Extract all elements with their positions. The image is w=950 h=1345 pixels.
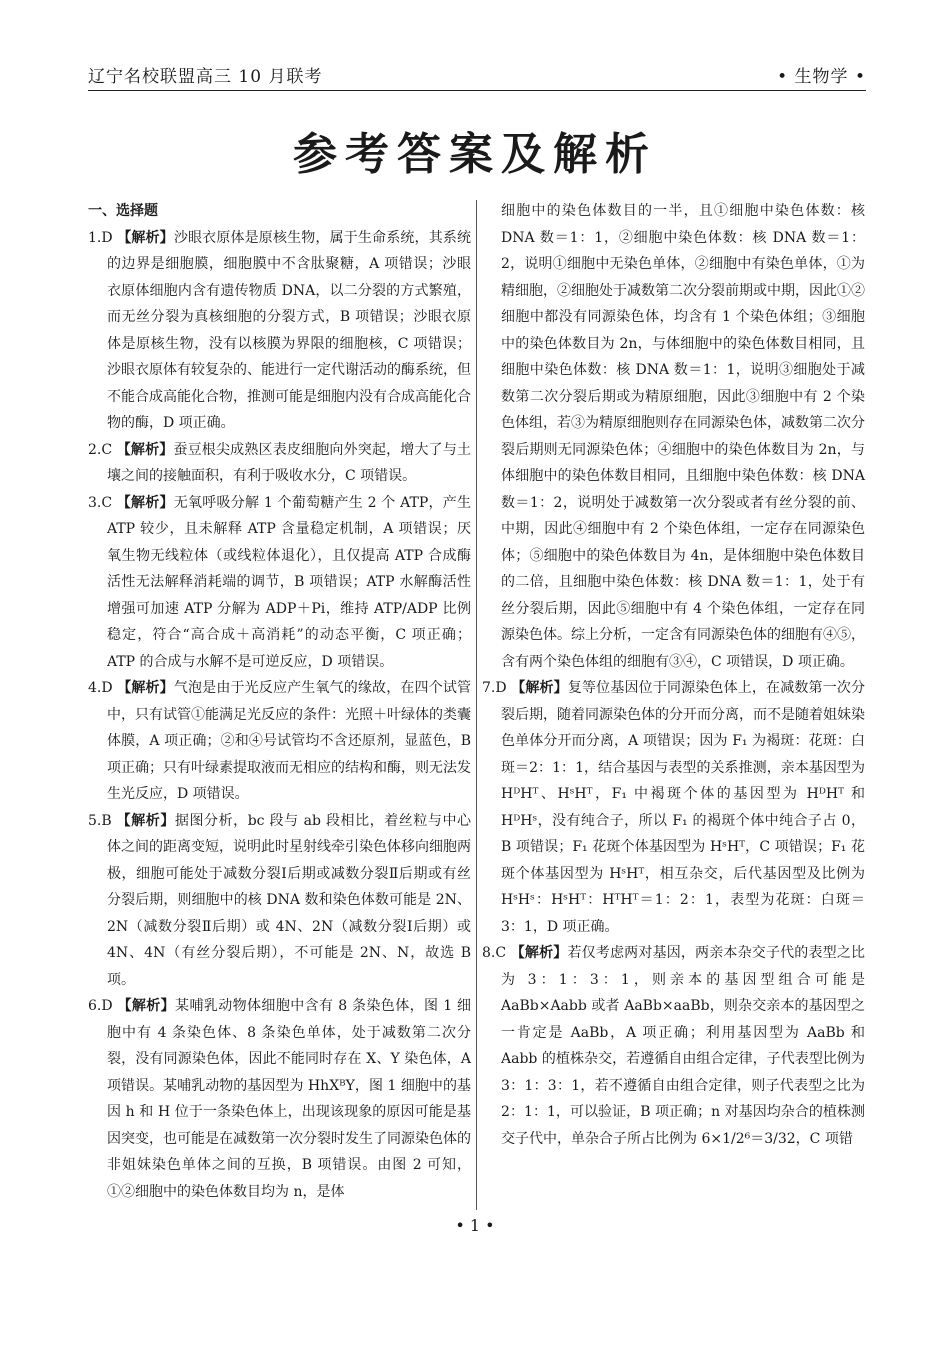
question-text: 气泡是由于光反应产生氧气的缘故，在四个试管中，只有试管①能满足光反应的条件：光照＋叶绿体的类囊体膜，A 项正确；②和④号试管均不含还原剂，显蓝色，B 项正确；只有叶绿素提取液而无相应的结构和酶，则无法发生光反应，D 项错误。 <box>107 680 472 802</box>
question-1 <box>88 225 471 437</box>
analysis-tag: 【解析】 <box>117 998 176 1014</box>
question-number: 2.C <box>88 441 113 458</box>
question-text: 沙眼衣原体是原核生物，属于生命系统，其系统的边界是细胞膜，细胞膜中不含肽聚糖，A 项错误；沙眼衣原体细胞内含有遗传物质 DNA，以二分裂的方式繁殖，而无丝分裂为真核细胞的分裂方式，B 项错误；沙眼衣原体是原核生物，没有以核膜为界限的细胞核，C 项错误；沙眼衣原体有较复杂的、能进行一定代谢活动的酶系统，但不能合成高能化合物，推测可能是细胞内没有合成高能化合物的酶，D 项正确。 <box>107 229 472 431</box>
exam-title: 辽宁名校联盟高三 10 月联考 <box>88 67 323 87</box>
question-text: 某哺乳动物体细胞中含有 8 条染色体，图 1 细胞中有 4 条染色体、8 条染色单体，处于减数第二次分裂，没有同源染色体，因此不能同时存在 X、Y 染色体，A 项错误。某哺乳动物的基因型为 HhXᴮY，图 1 细胞中的基因 h 和 H 位于一条染色体上，出现该现象的原因可能是基因突变，也可能是在减数第一次分裂时发生了同源染色体的非姐妹染色单体之间的互换，B 项错误。由图 2 可知，①②细胞中的染色体数目均为 n，是体 <box>107 998 472 1200</box>
question-number: 5.B <box>88 812 112 829</box>
question-number: 1.D <box>88 229 113 246</box>
analysis-tag: 【解析】 <box>511 680 568 696</box>
question-4 <box>88 675 471 808</box>
question-2 <box>88 437 471 490</box>
subject-label: • 生物学 • <box>777 67 866 87</box>
analysis-tag: 【解析】 <box>117 680 174 696</box>
question-5 <box>88 808 471 994</box>
column-divider <box>476 200 477 1210</box>
question-number: 6.D <box>88 998 113 1014</box>
left-column <box>88 198 471 1205</box>
question-number: 7.D <box>482 680 507 696</box>
page-number: • 1 • <box>455 1216 495 1235</box>
question-number: 4.D <box>88 680 113 696</box>
question-text: 复等位基因位于同源染色体上，在减数第一次分裂后期，随着同源染色体的分开而分离，而不是随着姐妹染色单体分开而分离，A 项错误；因为 F₁ 为褐斑：花斑：白斑＝2：1：1，结合基因与表型的关系推测，亲本基因型为 HᴰHᵀ、HˢHᵀ，F₁ 中褐斑个体的基因型为 HᴰHᵀ 和 HᴰHˢ，没有纯合子，所以 F₁ 的褐斑个体中纯合子占 0，B 项错误；F₁ 花斑个体基因型为 HˢHᵀ，C 项错误；F₁ 花斑个体基因型为 HˢHᵀ，相互杂交，后代基因型及比例为 HˢHˢ：HˢHᵀ：HᵀHᵀ＝1：2：1，表型为花斑：白斑＝3：1，D 项正确。 <box>501 680 866 935</box>
question-text: 无氧呼吸分解 1 个葡萄糖产生 2 个 ATP，产生 ATP 较少，且未解释 ATP 含量稳定机制，A 项错误；厌氧生物无线粒体（或线粒体退化），且仅提高 ATP 合成酶活性无法解释消耗端的调节，B 项错误；ATP 水解酶活性增强可加速 ATP 分解为 ADP＋Pi，维持 ATP/ADP 比例稳定，符合“高合成＋高消耗”的动态平衡，C 项正确；ATP 的合成与水解不是可逆反应，D 项错误。 <box>107 494 472 670</box>
question-number: 8.C <box>482 945 507 961</box>
question-text: 据图分析，bc 段与 ab 段相比，着丝粒与中心体之间的距离变短，说明此时星射线牵引染色体移向细胞两极，细胞可能处于减数分裂Ⅰ后期或减数分裂Ⅱ后期或有丝分裂后期，则细胞中的核 DNA 数和染色体数可能是 2N、2N（减数分裂Ⅱ后期）或 4N、2N（减数分裂Ⅰ后期）或 4N、4N（有丝分裂后期），不可能是 2N、N，故选 B 项。 <box>107 812 472 988</box>
question-8 <box>482 940 865 1152</box>
question-text: 若仅考虑两对基因，两亲本杂交子代的表型之比为 3：1：3：1，则亲本的基因型组合可能是 AaBb×Aabb 或者 AaBb×aaBb，则杂交亲本的基因型之一肯定是 AaBb，A 项正确；利用基因型为 AaBb 和 Aabb 的植株杂交，若遵循自由组合定律，子代表型比例为 3：1：3：1，若不遵循自由组合定律，则子代表型之比为 2：1：1，可以验证，B 项正确；n 对基因均杂合的植株测交子代中，单杂合子所占比例为 6×1/2⁶＝3/32，C 项错 <box>501 945 866 1147</box>
analysis-tag: 【解析】 <box>117 229 174 246</box>
right-column <box>482 198 865 1152</box>
analysis-tag: 【解析】 <box>510 945 568 961</box>
analysis-tag: 【解析】 <box>116 494 174 511</box>
question-text: 细胞中的染色体数目的一半，且①细胞中染色体数：核 DNA 数＝1：1，②细胞中染色体数：核 DNA 数＝1：2，说明①细胞中无染色单体，②细胞中有染色单体，①为精细胞，②细胞处于减数第二次分裂前期或中期，因此①②细胞中都没有同源染色体，均含有 1 个染色体组；③细胞中的染色体数目为 2n，与体细胞中的染色体数目相同，且细胞中染色体数：核 DNA 数＝1：1，说明③细胞处于减数第二次分裂后期或为精原细胞，因此③细胞中有 2 个染色体组，若③为精原细胞则存在同源染色体，减数第二次分裂后期则无同源染色体；④细胞中的染色体数目为 2n，与体细胞中的染色体数目相同，且细胞中染色体数：核 DNA 数＝1：2，说明处于减数第一次分裂或者有丝分裂的前、中期，因此④细胞中有 2 个染色体组，一定存在同源染色体；⑤细胞中的染色体数目为 4n，是体细胞中染色体数目的二倍，且细胞中染色体数：核 DNA 数＝1：1，处于有丝分裂后期，因此⑤细胞中有 4 个染色体组，一定存在同源染色体。综上分析，一定含有同源染色体的细胞有④⑤，含有两个染色体组的细胞有③④，C 项错误，D 项正确。 <box>501 203 865 670</box>
question-text: 蚕豆根尖成熟区表皮细胞向外突起，增大了与土壤之间的接触面积，有利于吸收水分，C 项错误。 <box>107 441 472 484</box>
question-3 <box>88 490 471 676</box>
page-header <box>88 62 866 91</box>
question-number: 3.C <box>88 494 113 511</box>
question-7 <box>482 675 865 940</box>
question-6 <box>88 993 471 1205</box>
page-title: 参考答案及解析 <box>293 129 657 180</box>
question-6-continued <box>482 198 865 675</box>
analysis-tag: 【解析】 <box>116 812 175 829</box>
analysis-tag: 【解析】 <box>116 441 174 458</box>
section-heading: 一、选择题 <box>88 203 158 219</box>
